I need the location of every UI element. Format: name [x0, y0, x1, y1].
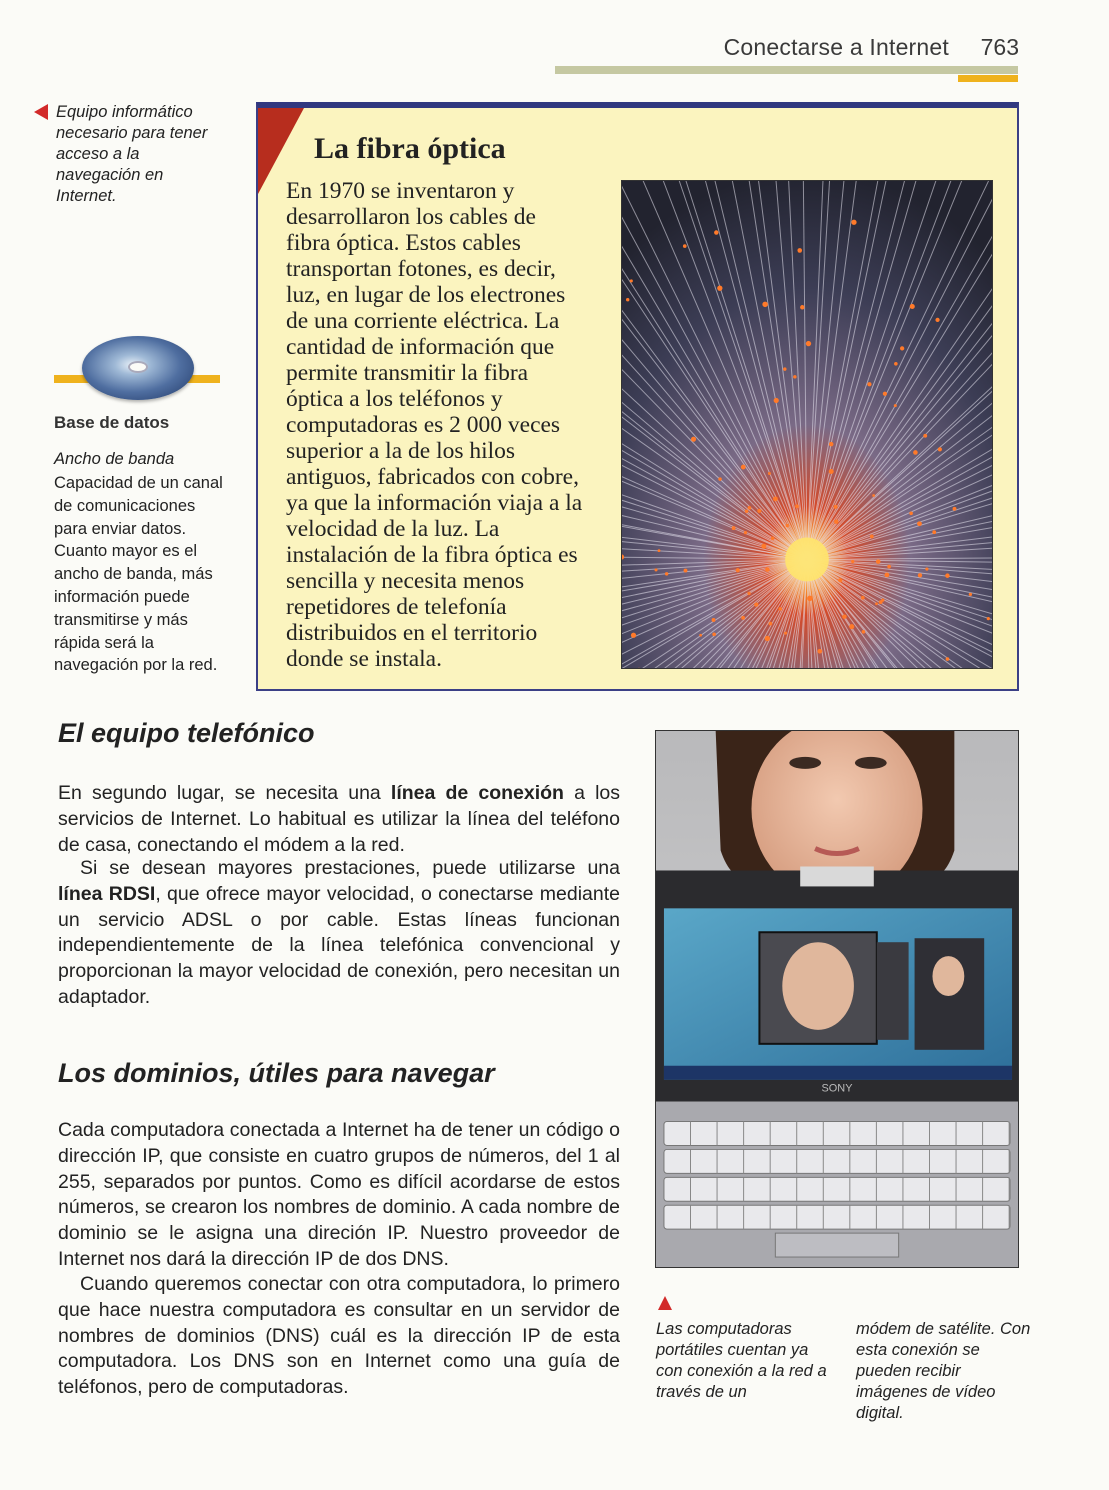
- fiber-optic-photo: [621, 180, 993, 669]
- running-header: [0, 30, 1109, 90]
- laptop-photo: [655, 730, 1019, 1268]
- photo-caption-col2: módem de satélite. Con esta conexión se pueden recibir imágenes de vídeo digital.: [856, 1320, 1031, 1422]
- glossary-definition: Capacidad de un canal de comunicaciones para enviar datos. Cuanto mayor es el ancho de banda, más información puede transmitirse y más rápida será la navegación por la red.: [54, 474, 223, 675]
- section-heading-dominios: Los dominios, útiles para navegar: [58, 1058, 495, 1088]
- paragraph-equipo-1: En segundo lugar, se necesita una línea de conexión a los servicios de Internet. Lo habitual es utilizar la línea del teléfono de casa, conectando el módem a la red.: [58, 782, 620, 856]
- feature-title: La fibra óptica: [314, 132, 506, 165]
- photo-caption-col1: Las computadoras portátiles cuentan ya con conexión a la red a través de un: [656, 1320, 827, 1401]
- fiber-optic-image: [622, 181, 992, 668]
- feature-body: En 1970 se inventaron y desarrollaron los cables de fibra óptica. Estos cables transportan fotones, es decir, luz, en lugar de los electrones de una corriente eléctrica. La cantidad de información que permite transmitir la fibra óptica a los teléfonos y computadoras es 2 000 veces superior a la de los hilos antiguos, fabricados con cobre, ya que la información viaja a la velocidad de la luz. La instalación de la fibra óptica es sencilla y necesita menos repetidores de telefonía distribuidos en el territorio donde se instala.: [286, 178, 583, 672]
- cd-disc: [82, 336, 194, 400]
- chapter-title: Conectarse a Internet: [723, 34, 949, 60]
- database-cd-icon: [54, 332, 220, 404]
- sidebar-caption-text: Equipo informático necesario para tener acceso a la navegación en Internet.: [56, 103, 208, 205]
- header-accent-bar: [958, 75, 1018, 82]
- header-rule: [555, 66, 1018, 74]
- caption-arrow-icon: [34, 104, 48, 120]
- laptop-brand-label: SONY: [821, 1082, 853, 1095]
- paragraph-dominios-2: Cuando queremos conectar con otra computadora, lo primero que hace nuestra computadora es consultar en un servidor de nombres de dominios (DNS) cuál es la dirección IP de esta computadora. Los DNS son en Internet como una guía de teléfonos, pero de computadoras.: [58, 1273, 620, 1399]
- paragraph-dominios-1: Cada computadora conectada a Internet ha de tener un código o dirección IP, que consiste en cuatro grupos de números, del 1 al 255, separados por puntos. Como es difícil acordarse de estos números, se crearon los nombres de dominio. A cada nombre de dominio se le asigna una direción IP. Nuestro proveedor de Internet nos dará la dirección IP de dos DNS.: [58, 1119, 620, 1270]
- caption-up-arrow-icon: [658, 1296, 672, 1310]
- section-heading-equipo: El equipo telefónico: [58, 718, 315, 748]
- database-label: Base de datos: [54, 413, 170, 432]
- glossary-term: Ancho de banda: [54, 450, 175, 468]
- paragraph-equipo-2: Si se desean mayores prestaciones, puede utilizarse una línea RDSI, que ofrece mayor velocidad, o conectarse mediante un servicio ADSL o por cable. Estas líneas funcionan independientemente de la línea telefónica convencional y proporcionan la mayor velocidad de conexión, pero necesitan un adaptador.: [58, 857, 620, 1008]
- term-linea-rdsi: línea RDSI: [58, 882, 156, 905]
- term-linea-conexion: línea de conexión: [390, 782, 564, 804]
- feature-box-fibra-optica: [256, 102, 1019, 691]
- page-number: 763: [980, 34, 1019, 60]
- laptop-image: [656, 731, 1018, 1267]
